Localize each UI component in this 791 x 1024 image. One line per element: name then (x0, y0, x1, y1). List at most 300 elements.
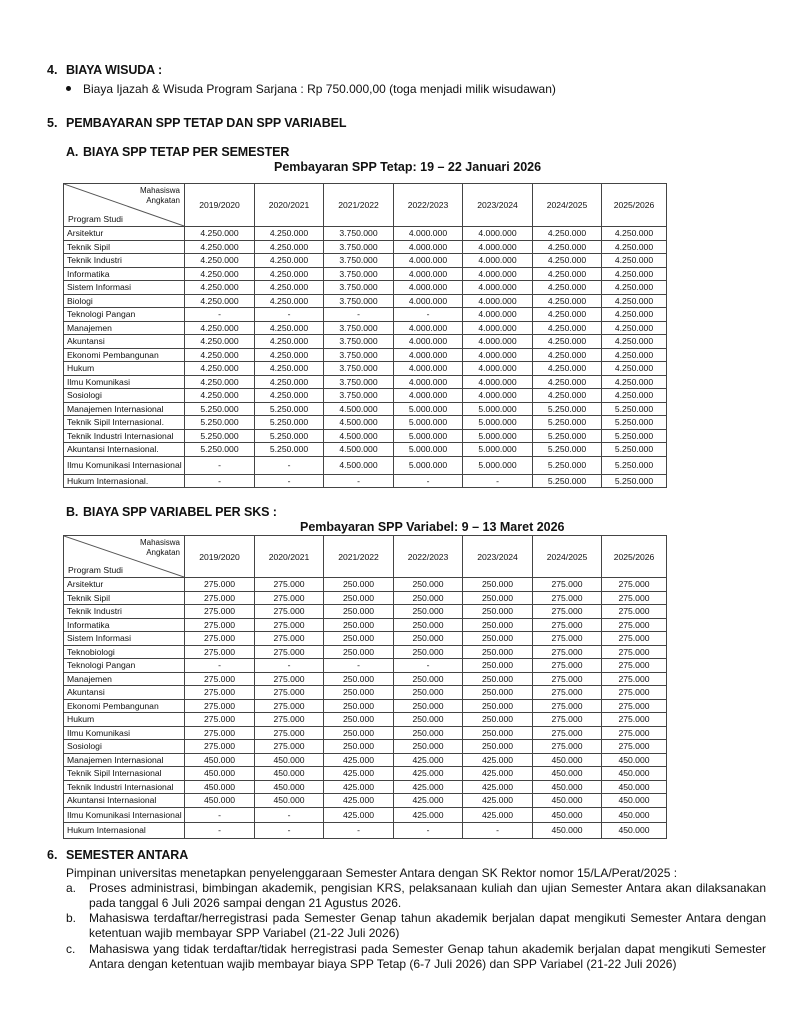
spp-variabel-table (63, 535, 667, 839)
fee-cell: 5.250.000 (185, 416, 255, 430)
corner-header-mahasiswa: Mahasiswa (139, 186, 180, 195)
table-row (64, 308, 667, 322)
table-b-payment-period: Pembayaran SPP Variabel: 9 – 13 Maret 2026 (300, 520, 565, 534)
fee-cell: 3.750.000 (324, 240, 394, 254)
column-header: 2023/2024 (463, 184, 533, 227)
section-4-number: 4. (47, 63, 58, 77)
fee-cell: 275.000 (185, 605, 255, 619)
fee-cell: 3.750.000 (324, 281, 394, 295)
fee-cell: - (255, 659, 324, 673)
fee-cell: 450.000 (602, 780, 667, 794)
column-header: 2023/2024 (463, 536, 533, 578)
fee-cell: - (324, 474, 394, 488)
fee-cell: 275.000 (185, 726, 255, 740)
table-row (64, 443, 667, 457)
fee-cell: 5.250.000 (602, 474, 667, 488)
table-a-corner-header (64, 184, 185, 227)
fee-cell: 250.000 (463, 659, 533, 673)
fee-cell: 4.000.000 (463, 281, 533, 295)
semester-antara-item-b (66, 911, 766, 941)
fee-cell: 3.750.000 (324, 375, 394, 389)
fee-cell: 275.000 (185, 632, 255, 646)
fee-cell: 275.000 (255, 632, 324, 646)
fee-cell: 275.000 (533, 645, 602, 659)
program-studi-cell: Biologi (64, 294, 185, 308)
fee-cell: 4.250.000 (533, 335, 602, 349)
fee-cell: 250.000 (324, 686, 394, 700)
fee-cell: 425.000 (463, 767, 533, 781)
fee-cell: 275.000 (533, 726, 602, 740)
program-studi-cell: Teknik Sipil (64, 240, 185, 254)
table-row (64, 726, 667, 740)
table-row (64, 713, 667, 727)
fee-cell: 275.000 (255, 645, 324, 659)
fee-cell: - (463, 474, 533, 488)
fee-cell: 275.000 (602, 645, 667, 659)
fee-cell: 5.000.000 (463, 443, 533, 457)
fee-cell: 5.250.000 (602, 402, 667, 416)
fee-cell: - (185, 308, 255, 322)
fee-cell: 275.000 (533, 605, 602, 619)
program-studi-cell: Teknik Industri (64, 254, 185, 268)
fee-cell: 275.000 (255, 591, 324, 605)
fee-cell: 250.000 (463, 672, 533, 686)
fee-cell: 250.000 (324, 605, 394, 619)
program-studi-cell: Manajemen (64, 321, 185, 335)
column-header: 2022/2023 (394, 184, 463, 227)
fee-cell: - (394, 659, 463, 673)
fee-cell: 425.000 (394, 753, 463, 767)
section-5-title: PEMBAYARAN SPP TETAP DAN SPP VARIABEL (66, 116, 347, 130)
fee-cell: 275.000 (255, 740, 324, 754)
column-header: 2021/2022 (324, 536, 394, 578)
fee-cell: 275.000 (185, 686, 255, 700)
fee-cell: 4.250.000 (255, 389, 324, 403)
fee-cell: 4.250.000 (602, 281, 667, 295)
program-studi-cell: Informatika (64, 267, 185, 281)
fee-cell: 4.000.000 (463, 227, 533, 241)
fee-cell: 450.000 (255, 780, 324, 794)
fee-cell: 4.250.000 (602, 321, 667, 335)
fee-cell: 4.500.000 (324, 456, 394, 474)
program-studi-cell: Manajemen (64, 672, 185, 686)
fee-cell: 5.250.000 (185, 402, 255, 416)
fee-cell: 275.000 (533, 578, 602, 592)
fee-cell: 4.250.000 (185, 254, 255, 268)
table-row (64, 348, 667, 362)
fee-cell: 250.000 (463, 591, 533, 605)
fee-cell: 250.000 (394, 618, 463, 632)
program-studi-cell: Sosiologi (64, 389, 185, 403)
fee-cell: 275.000 (185, 591, 255, 605)
fee-cell: 275.000 (602, 591, 667, 605)
fee-cell: 4.000.000 (463, 308, 533, 322)
table-row (64, 362, 667, 376)
fee-cell: 5.250.000 (533, 416, 602, 430)
program-studi-cell: Teknik Industri Internasional (64, 780, 185, 794)
fee-cell: 5.250.000 (602, 443, 667, 457)
list-text: Mahasiswa terdaftar/herregistrasi pada Semester Genap tahun akademik berjalan dapat mengikuti Semester Antara dengan ketentuan wajib membayar SPP Variabel (21-22 Juli 2026) (89, 911, 766, 940)
fee-cell: 3.750.000 (324, 389, 394, 403)
table-a-title: BIAYA SPP TETAP PER SEMESTER (83, 145, 290, 159)
fee-cell: 250.000 (394, 672, 463, 686)
fee-cell: 4.250.000 (533, 321, 602, 335)
fee-cell: 4.250.000 (533, 227, 602, 241)
column-header: 2024/2025 (533, 536, 602, 578)
fee-cell: 250.000 (324, 726, 394, 740)
fee-cell: 5.250.000 (602, 429, 667, 443)
table-row (64, 335, 667, 349)
corner-header-angkatan: Angkatan (146, 196, 180, 205)
table-row (64, 822, 667, 838)
fee-cell: 425.000 (324, 767, 394, 781)
fee-cell: 5.250.000 (533, 456, 602, 474)
fee-cell: 4.500.000 (324, 402, 394, 416)
fee-cell: 4.250.000 (602, 267, 667, 281)
fee-cell: 250.000 (324, 618, 394, 632)
fee-cell: 4.250.000 (533, 281, 602, 295)
program-studi-cell: Sistem Informasi (64, 281, 185, 295)
program-studi-cell: Manajemen Internasional (64, 402, 185, 416)
fee-cell: 250.000 (463, 632, 533, 646)
fee-cell: 5.000.000 (394, 402, 463, 416)
fee-cell: 4.250.000 (533, 389, 602, 403)
fee-cell: 275.000 (255, 618, 324, 632)
fee-cell: 275.000 (602, 618, 667, 632)
fee-cell: - (255, 308, 324, 322)
fee-cell: 275.000 (533, 740, 602, 754)
program-studi-cell: Teknik Sipil (64, 591, 185, 605)
fee-cell: 450.000 (185, 794, 255, 808)
fee-cell: 4.250.000 (602, 348, 667, 362)
fee-cell: 450.000 (533, 822, 602, 838)
fee-cell: 425.000 (324, 753, 394, 767)
fee-cell: 4.250.000 (185, 321, 255, 335)
fee-cell: 5.250.000 (533, 443, 602, 457)
fee-cell: 275.000 (255, 713, 324, 727)
fee-cell: 3.750.000 (324, 294, 394, 308)
program-studi-cell: Hukum (64, 362, 185, 376)
fee-cell: 5.250.000 (602, 416, 667, 430)
fee-cell: 5.000.000 (394, 456, 463, 474)
fee-cell: 275.000 (533, 713, 602, 727)
fee-cell: 4.250.000 (185, 240, 255, 254)
fee-cell: 275.000 (602, 672, 667, 686)
fee-cell: 4.250.000 (255, 227, 324, 241)
table-row (64, 618, 667, 632)
fee-cell: 3.750.000 (324, 348, 394, 362)
fee-cell: 275.000 (185, 699, 255, 713)
table-row (64, 254, 667, 268)
list-text: Mahasiswa yang tidak terdaftar/tidak herregistrasi pada Semester Genap tahun akademik berjalan dapat mengikuti Semester Antara dengan ketentuan wajib membayar biaya SPP Tetap (6-7 Juli 2026) dan SPP Variabel (21-22 Juli 2026) (89, 942, 766, 971)
program-studi-cell: Akuntansi Internasional (64, 794, 185, 808)
fee-cell: 275.000 (255, 605, 324, 619)
section-6-title: SEMESTER ANTARA (66, 848, 189, 862)
fee-cell: 5.250.000 (533, 429, 602, 443)
fee-cell: 4.250.000 (533, 267, 602, 281)
fee-cell: 275.000 (255, 672, 324, 686)
program-studi-cell: Ilmu Komunikasi Internasional (64, 456, 185, 474)
fee-cell: 4.000.000 (463, 254, 533, 268)
fee-cell: 275.000 (185, 740, 255, 754)
fee-cell: 4.250.000 (255, 362, 324, 376)
fee-cell: 4.250.000 (533, 240, 602, 254)
column-header: 2019/2020 (185, 536, 255, 578)
fee-cell: 4.000.000 (394, 321, 463, 335)
semester-antara-item-c (66, 942, 766, 972)
fee-cell: 4.250.000 (602, 294, 667, 308)
fee-cell: 4.250.000 (255, 281, 324, 295)
fee-cell: 4.250.000 (255, 375, 324, 389)
fee-cell: 5.250.000 (255, 416, 324, 430)
fee-cell: 250.000 (394, 699, 463, 713)
fee-cell: 4.250.000 (185, 362, 255, 376)
fee-cell: 250.000 (463, 686, 533, 700)
fee-cell: 425.000 (324, 780, 394, 794)
program-studi-cell: Hukum Internasional (64, 822, 185, 838)
fee-cell: 5.000.000 (463, 416, 533, 430)
fee-cell: 250.000 (463, 740, 533, 754)
program-studi-cell: Akuntansi (64, 686, 185, 700)
program-studi-cell: Arsitektur (64, 578, 185, 592)
fee-cell: - (394, 474, 463, 488)
table-row (64, 281, 667, 295)
fee-cell: 450.000 (533, 807, 602, 822)
fee-cell: 4.500.000 (324, 443, 394, 457)
table-b-label: B. (66, 505, 79, 519)
fee-cell: 4.500.000 (324, 416, 394, 430)
fee-cell: 275.000 (602, 605, 667, 619)
fee-cell: 4.000.000 (394, 389, 463, 403)
fee-cell: - (324, 659, 394, 673)
list-label: c. (66, 942, 76, 956)
fee-cell: 425.000 (463, 794, 533, 808)
table-b-title: BIAYA SPP VARIABEL PER SKS : (83, 505, 277, 519)
table-row (64, 807, 667, 822)
table-row (64, 416, 667, 430)
fee-cell: 5.250.000 (185, 429, 255, 443)
fee-cell: 5.000.000 (463, 429, 533, 443)
fee-cell: 5.250.000 (533, 474, 602, 488)
program-studi-cell: Teknologi Pangan (64, 659, 185, 673)
fee-cell: 425.000 (324, 794, 394, 808)
program-studi-cell: Manajemen Internasional (64, 753, 185, 767)
fee-cell: 4.000.000 (394, 227, 463, 241)
fee-cell: 4.250.000 (185, 294, 255, 308)
fee-cell: 4.000.000 (394, 240, 463, 254)
program-studi-cell: Informatika (64, 618, 185, 632)
fee-cell: 425.000 (394, 767, 463, 781)
program-studi-cell: Teknologi Pangan (64, 308, 185, 322)
fee-cell: 275.000 (602, 632, 667, 646)
fee-cell: 4.250.000 (255, 335, 324, 349)
fee-cell: 5.000.000 (394, 416, 463, 430)
table-row (64, 686, 667, 700)
bullet-icon (66, 86, 71, 91)
fee-cell: 5.000.000 (463, 402, 533, 416)
fee-cell: 4.000.000 (463, 348, 533, 362)
fee-cell: 4.250.000 (602, 389, 667, 403)
table-row (64, 321, 667, 335)
fee-cell: 4.250.000 (533, 362, 602, 376)
table-row (64, 429, 667, 443)
table-row (64, 375, 667, 389)
fee-cell: 250.000 (324, 632, 394, 646)
fee-cell: 4.250.000 (602, 308, 667, 322)
semester-antara-item-a (66, 881, 766, 911)
table-b-corner-header (64, 536, 185, 578)
table-row (64, 402, 667, 416)
fee-cell: 4.250.000 (185, 348, 255, 362)
program-studi-cell: Ekonomi Pembangunan (64, 699, 185, 713)
program-studi-cell: Ilmu Komunikasi (64, 726, 185, 740)
corner-header-angkatan: Angkatan (146, 548, 180, 557)
fee-cell: 275.000 (185, 618, 255, 632)
table-row (64, 474, 667, 488)
fee-cell: - (394, 822, 463, 838)
fee-cell: 4.000.000 (394, 267, 463, 281)
program-studi-cell: Teknik Sipil Internasional. (64, 416, 185, 430)
fee-cell: 425.000 (394, 794, 463, 808)
program-studi-cell: Arsitektur (64, 227, 185, 241)
fee-cell: - (185, 456, 255, 474)
fee-cell: - (185, 474, 255, 488)
fee-cell: 4.000.000 (394, 254, 463, 268)
fee-cell: 450.000 (185, 780, 255, 794)
table-row (64, 456, 667, 474)
table-row (64, 578, 667, 592)
table-row (64, 240, 667, 254)
fee-cell: 4.250.000 (185, 281, 255, 295)
wisuda-fee-bullet (66, 82, 556, 97)
fee-cell: 250.000 (463, 726, 533, 740)
fee-cell: - (185, 822, 255, 838)
table-row (64, 753, 667, 767)
table-row (64, 699, 667, 713)
table-row (64, 605, 667, 619)
fee-cell: 450.000 (255, 767, 324, 781)
fee-cell: 4.000.000 (394, 362, 463, 376)
fee-cell: 275.000 (255, 726, 324, 740)
fee-cell: 5.000.000 (394, 443, 463, 457)
fee-cell: 275.000 (602, 686, 667, 700)
fee-cell: 4.250.000 (533, 375, 602, 389)
fee-cell: - (394, 308, 463, 322)
table-row (64, 767, 667, 781)
fee-cell: 4.250.000 (255, 267, 324, 281)
fee-cell: 450.000 (255, 753, 324, 767)
fee-cell: - (185, 807, 255, 822)
fee-cell: - (185, 659, 255, 673)
fee-cell: 4.000.000 (394, 348, 463, 362)
corner-header-program-studi: Program Studi (68, 214, 123, 224)
fee-cell: 250.000 (324, 713, 394, 727)
list-label: a. (66, 881, 77, 895)
fee-cell: 4.000.000 (463, 362, 533, 376)
fee-cell: 450.000 (533, 794, 602, 808)
fee-cell: 275.000 (185, 713, 255, 727)
fee-cell: 275.000 (602, 726, 667, 740)
fee-cell: 275.000 (185, 672, 255, 686)
fee-cell: 275.000 (602, 713, 667, 727)
program-studi-cell: Hukum Internasional. (64, 474, 185, 488)
fee-cell: 4.250.000 (255, 321, 324, 335)
program-studi-cell: Ilmu Komunikasi (64, 375, 185, 389)
fee-cell: 250.000 (324, 740, 394, 754)
fee-cell: 5.000.000 (463, 456, 533, 474)
fee-cell: 250.000 (394, 632, 463, 646)
section-4-title: BIAYA WISUDA : (66, 63, 163, 77)
fee-cell: 425.000 (394, 780, 463, 794)
fee-cell: 5.250.000 (255, 443, 324, 457)
fee-cell: 4.000.000 (394, 335, 463, 349)
fee-cell: 425.000 (324, 807, 394, 822)
program-studi-cell: Sosiologi (64, 740, 185, 754)
fee-cell: 450.000 (602, 794, 667, 808)
table-row (64, 780, 667, 794)
fee-cell: 4.250.000 (255, 240, 324, 254)
fee-cell: 250.000 (463, 605, 533, 619)
spp-tetap-table (63, 183, 667, 488)
fee-cell: 250.000 (394, 713, 463, 727)
fee-cell: 275.000 (533, 591, 602, 605)
column-header: 2020/2021 (255, 184, 324, 227)
fee-cell: 4.000.000 (394, 294, 463, 308)
fee-cell: 4.250.000 (533, 308, 602, 322)
table-a-label: A. (66, 145, 79, 159)
fee-cell: 4.000.000 (463, 240, 533, 254)
fee-cell: 450.000 (602, 753, 667, 767)
fee-cell: 4.250.000 (602, 375, 667, 389)
table-row (64, 659, 667, 673)
section-6-number: 6. (47, 848, 58, 862)
fee-cell: 3.750.000 (324, 227, 394, 241)
table-row (64, 672, 667, 686)
fee-cell: 4.250.000 (533, 254, 602, 268)
fee-cell: 275.000 (533, 618, 602, 632)
fee-cell: 5.250.000 (255, 429, 324, 443)
table-row (64, 227, 667, 241)
fee-cell: 4.250.000 (602, 227, 667, 241)
wisuda-fee-text: Biaya Ijazah & Wisuda Program Sarjana : Rp 750.000,00 (toga menjadi milik wisudawan) (83, 82, 556, 96)
program-studi-cell: Teknik Industri Internasional (64, 429, 185, 443)
table-a-payment-period: Pembayaran SPP Tetap: 19 – 22 Januari 2026 (274, 160, 542, 174)
fee-cell: 4.250.000 (255, 294, 324, 308)
fee-cell: 425.000 (463, 807, 533, 822)
fee-cell: 4.000.000 (463, 321, 533, 335)
fee-cell: 5.250.000 (185, 443, 255, 457)
fee-cell: 250.000 (324, 591, 394, 605)
program-studi-cell: Teknik Industri (64, 605, 185, 619)
fee-cell: 250.000 (394, 740, 463, 754)
fee-cell: 275.000 (533, 632, 602, 646)
fee-cell: - (463, 822, 533, 838)
fee-cell: 425.000 (463, 780, 533, 794)
fee-cell: - (255, 822, 324, 838)
fee-cell: 4.000.000 (463, 389, 533, 403)
table-row (64, 389, 667, 403)
fee-cell: - (324, 822, 394, 838)
fee-cell: 250.000 (324, 672, 394, 686)
fee-cell: 250.000 (463, 618, 533, 632)
fee-cell: 275.000 (185, 578, 255, 592)
fee-cell: 425.000 (463, 753, 533, 767)
fee-cell: - (255, 456, 324, 474)
program-studi-cell: Ilmu Komunikasi Internasional (64, 807, 185, 822)
fee-cell: - (255, 474, 324, 488)
fee-cell: 450.000 (185, 767, 255, 781)
fee-cell: 275.000 (533, 672, 602, 686)
